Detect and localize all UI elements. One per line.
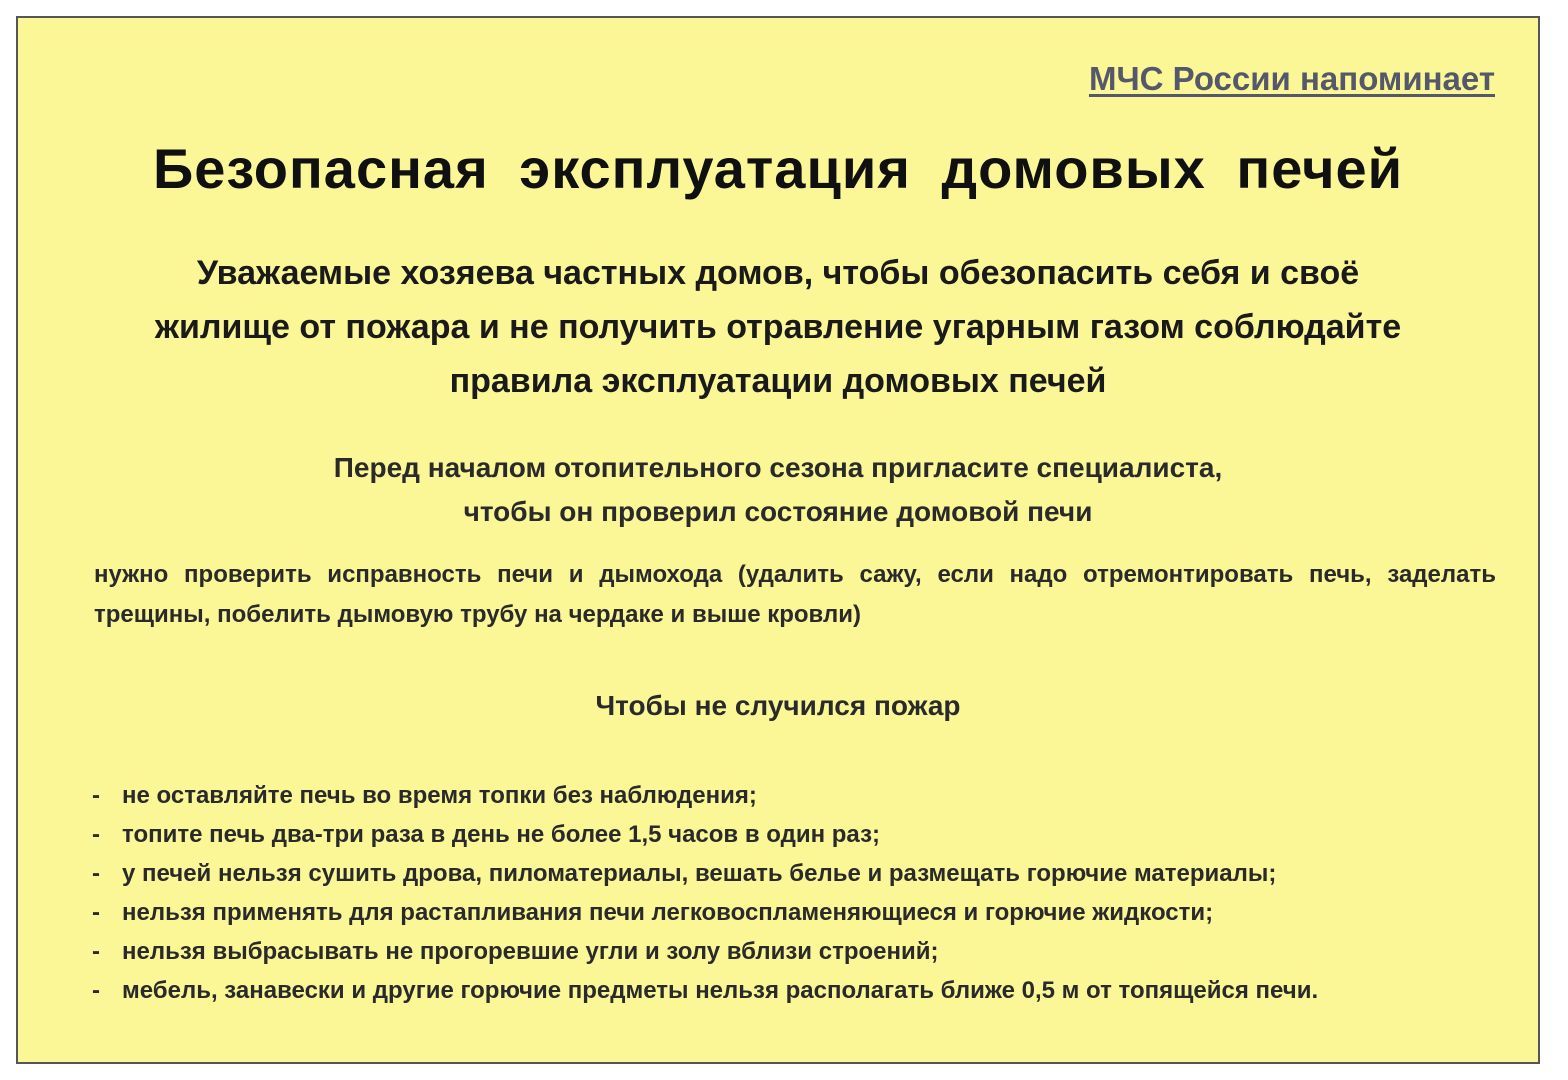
intro-line-3: правила эксплуатации домовых печей: [449, 362, 1107, 400]
dash-bullet: -: [92, 977, 100, 1004]
dash-bullet: -: [92, 860, 100, 887]
fire-safety-rules-list: [92, 776, 1496, 1010]
advice-paragraph: [58, 446, 1498, 534]
rule-text: нельзя применять для растапливания печи легковоспламеняющиеся и горючие жидкости;: [122, 899, 1214, 926]
rule-text: не оставляйте печь во время топки без наблюдения;: [122, 782, 757, 809]
dash-bullet: -: [92, 899, 100, 926]
list-item: [92, 854, 1496, 893]
intro-line-2: жилище от пожара и не получить отравление угарным газом соблюдайте: [154, 308, 1402, 346]
list-item: [92, 776, 1496, 815]
dash-bullet: -: [92, 821, 100, 848]
list-item: [92, 893, 1496, 932]
rule-text: топите печь два-три раза в день не более 1,5 часов в один раз;: [122, 821, 880, 848]
rule-text: у печей нельзя сушить дрова, пиломатериалы, вешать белье и размещать горючие материалы;: [122, 860, 1277, 887]
list-item: [92, 932, 1496, 971]
dash-bullet: -: [92, 938, 100, 965]
rule-text: мебель, занавески и другие горючие предметы нельзя располагать ближе 0,5 м от топящейся печи.: [122, 977, 1319, 1004]
inspection-note: нужно проверить исправность печи и дымохода (удалить сажу, если надо отремонтировать печь, заделать трещины, побелить дымовую трубу на чердаке и выше кровли): [94, 561, 1496, 628]
advice-line-2: чтобы он проверил состояние домовой печи: [463, 496, 1093, 527]
mchs-reminder-link[interactable]: МЧС России напоминает: [1088, 60, 1495, 97]
advice-line-1: Перед началом отопительного сезона пригласите специалиста,: [333, 452, 1223, 483]
poster: [16, 16, 1540, 1064]
list-item: [92, 815, 1496, 854]
dash-bullet: -: [92, 782, 100, 809]
section-heading: Чтобы не случился пожар: [595, 690, 961, 721]
list-item: [92, 971, 1496, 1010]
page-title: Безопасная эксплуатация домовых печей: [152, 137, 1404, 200]
rule-text: нельзя выбрасывать не прогоревшие угли и золу вблизи строений;: [122, 938, 939, 965]
intro-line-1: Уважаемые хозяева частных домов, чтобы обезопасить себя и своё: [196, 254, 1360, 292]
intro-paragraph: [58, 246, 1498, 408]
